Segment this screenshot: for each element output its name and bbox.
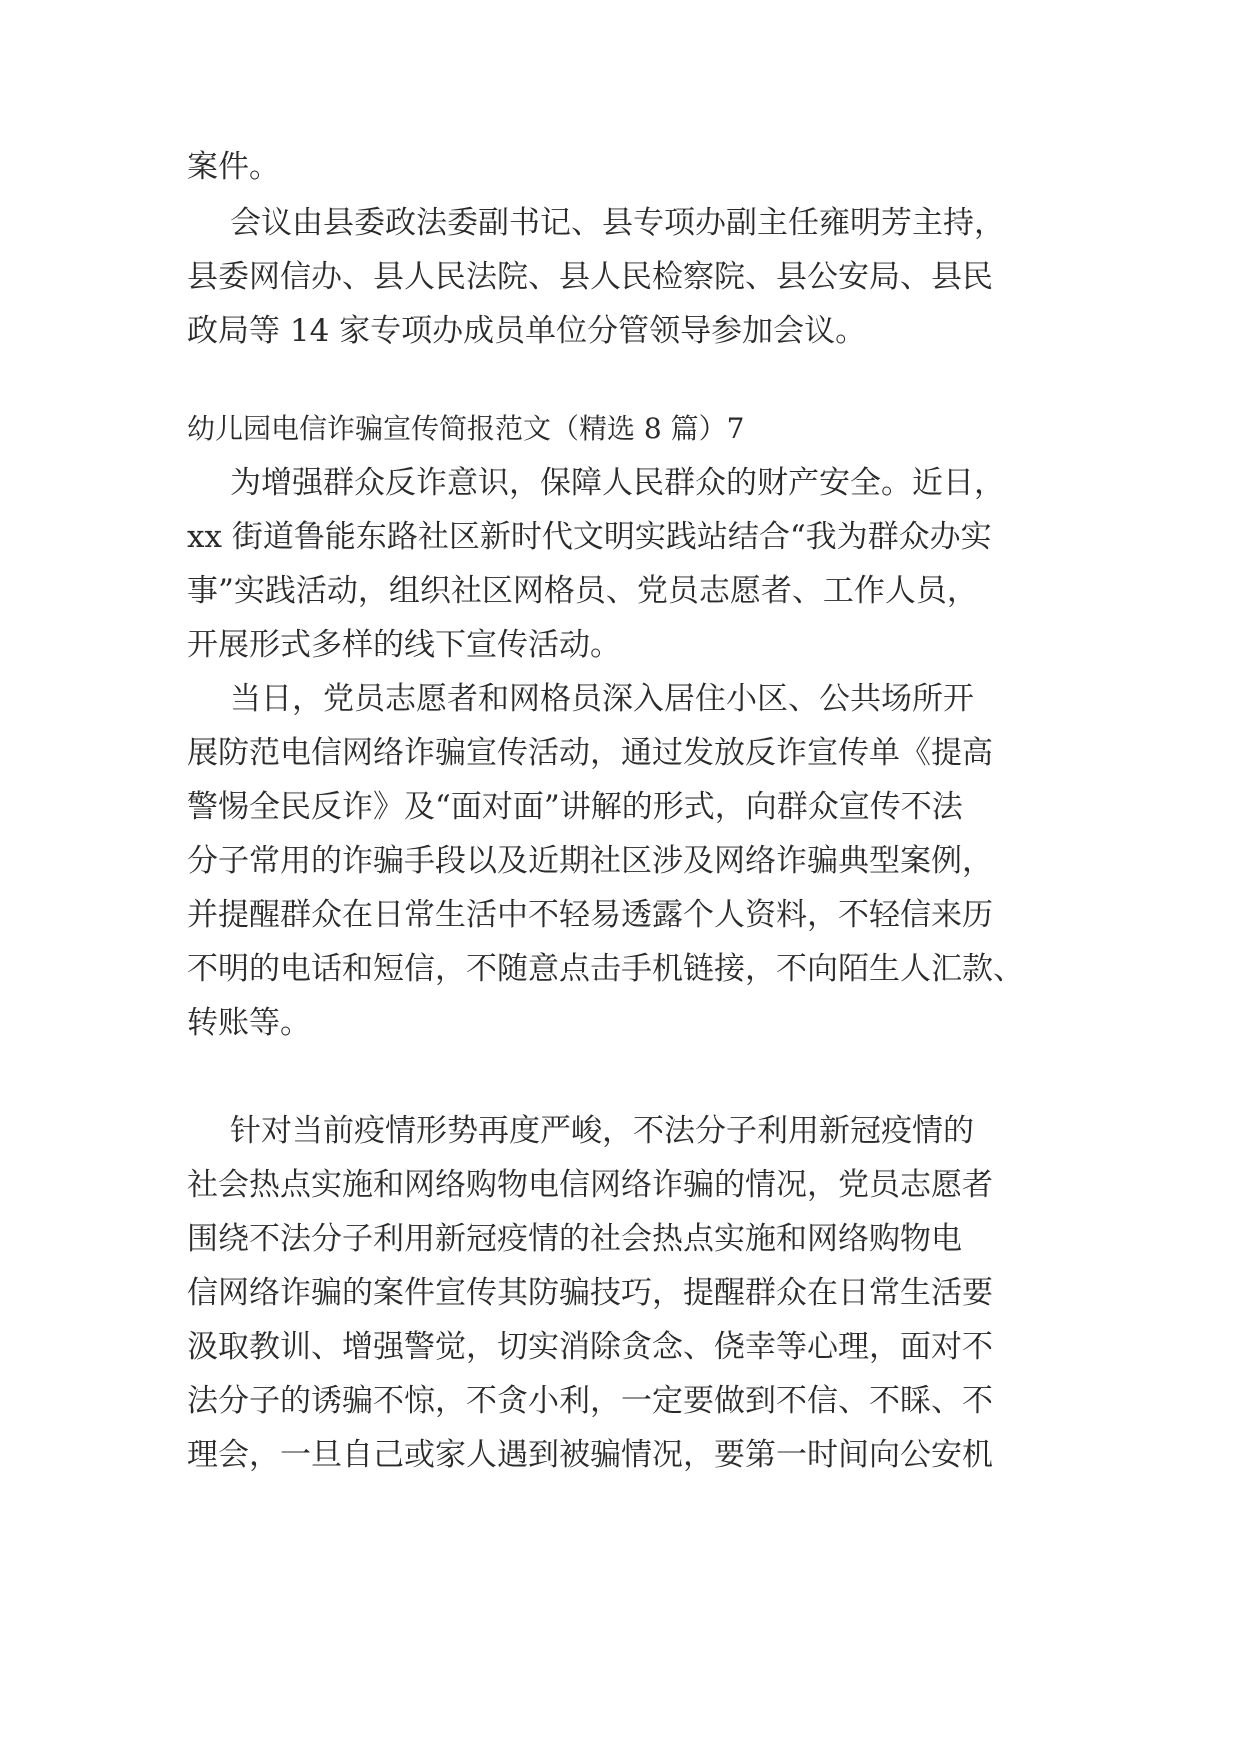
paragraph-5-line-4: 信网络诈骗的案件宣传其防骗技巧，提醒群众在日常生活要 (187, 1275, 993, 1311)
paragraph-3-line-1: 为增强群众反诈意识，保障人民群众的财产安全。近日， (230, 465, 1005, 501)
paragraph-2-line-3: 政局等 14 家专项办成员单位分管领导参加会议。 (187, 313, 867, 349)
paragraph-5-line-2: 社会热点实施和网络购物电信网络诈骗的情况，党员志愿者 (187, 1167, 993, 1203)
paragraph-5-line-5: 汲取教训、增强警觉，切实消除贪念、侥幸等心理，面对不 (187, 1329, 993, 1365)
paragraph-1-line-1: 案件。 (187, 149, 280, 185)
paragraph-5-line-1: 针对当前疫情形势再度严峻，不法分子利用新冠疫情的 (230, 1113, 974, 1149)
paragraph-2-line-1: 会议由县委政法委副书记、县专项办副主任雍明芳主持， (230, 205, 1005, 241)
paragraph-4-line-7: 转账等。 (187, 1005, 311, 1041)
paragraph-5-line-6: 法分子的诱骗不惊，不贪小利，一定要做到不信、不睬、不 (187, 1383, 993, 1419)
paragraph-3-line-3: 事”实践活动，组织社区网格员、党员志愿者、工作人员， (187, 573, 978, 609)
paragraph-4-line-6: 不明的电话和短信，不随意点击手机链接，不向陌生人汇款、 (187, 951, 1024, 987)
paragraph-4-line-4: 分子常用的诈骗手段以及近期社区涉及网络诈骗典型案例， (187, 843, 993, 879)
paragraph-5-line-3: 围绕不法分子利用新冠疫情的社会热点实施和网络购物电 (187, 1221, 962, 1257)
paragraph-3-line-2: xx 街道鲁能东路社区新时代文明实践站结合“我为群众办实 (187, 519, 992, 555)
paragraph-4-line-5: 并提醒群众在日常生活中不轻易透露个人资料，不轻信来历 (187, 897, 993, 933)
paragraph-4-line-1: 当日，党员志愿者和网格员深入居住小区、公共场所开 (230, 681, 974, 717)
paragraph-4-line-3: 警惕全民反诈》及“面对面”讲解的形式，向群众宣传不法 (187, 789, 963, 825)
paragraph-3-line-4: 开展形式多样的线下宣传活动。 (187, 627, 621, 663)
paragraph-4-line-2: 展防范电信网络诈骗宣传活动，通过发放反诈宣传单《提高 (187, 735, 993, 771)
paragraph-2-line-2: 县委网信办、县人民法院、县人民检察院、县公安局、县民 (187, 259, 993, 295)
paragraph-5-line-7: 理会，一旦自己或家人遇到被骗情况，要第一时间向公安机 (187, 1437, 993, 1473)
section-title: 幼儿园电信诈骗宣传简报范文（精选 8 篇）7 (187, 412, 745, 445)
